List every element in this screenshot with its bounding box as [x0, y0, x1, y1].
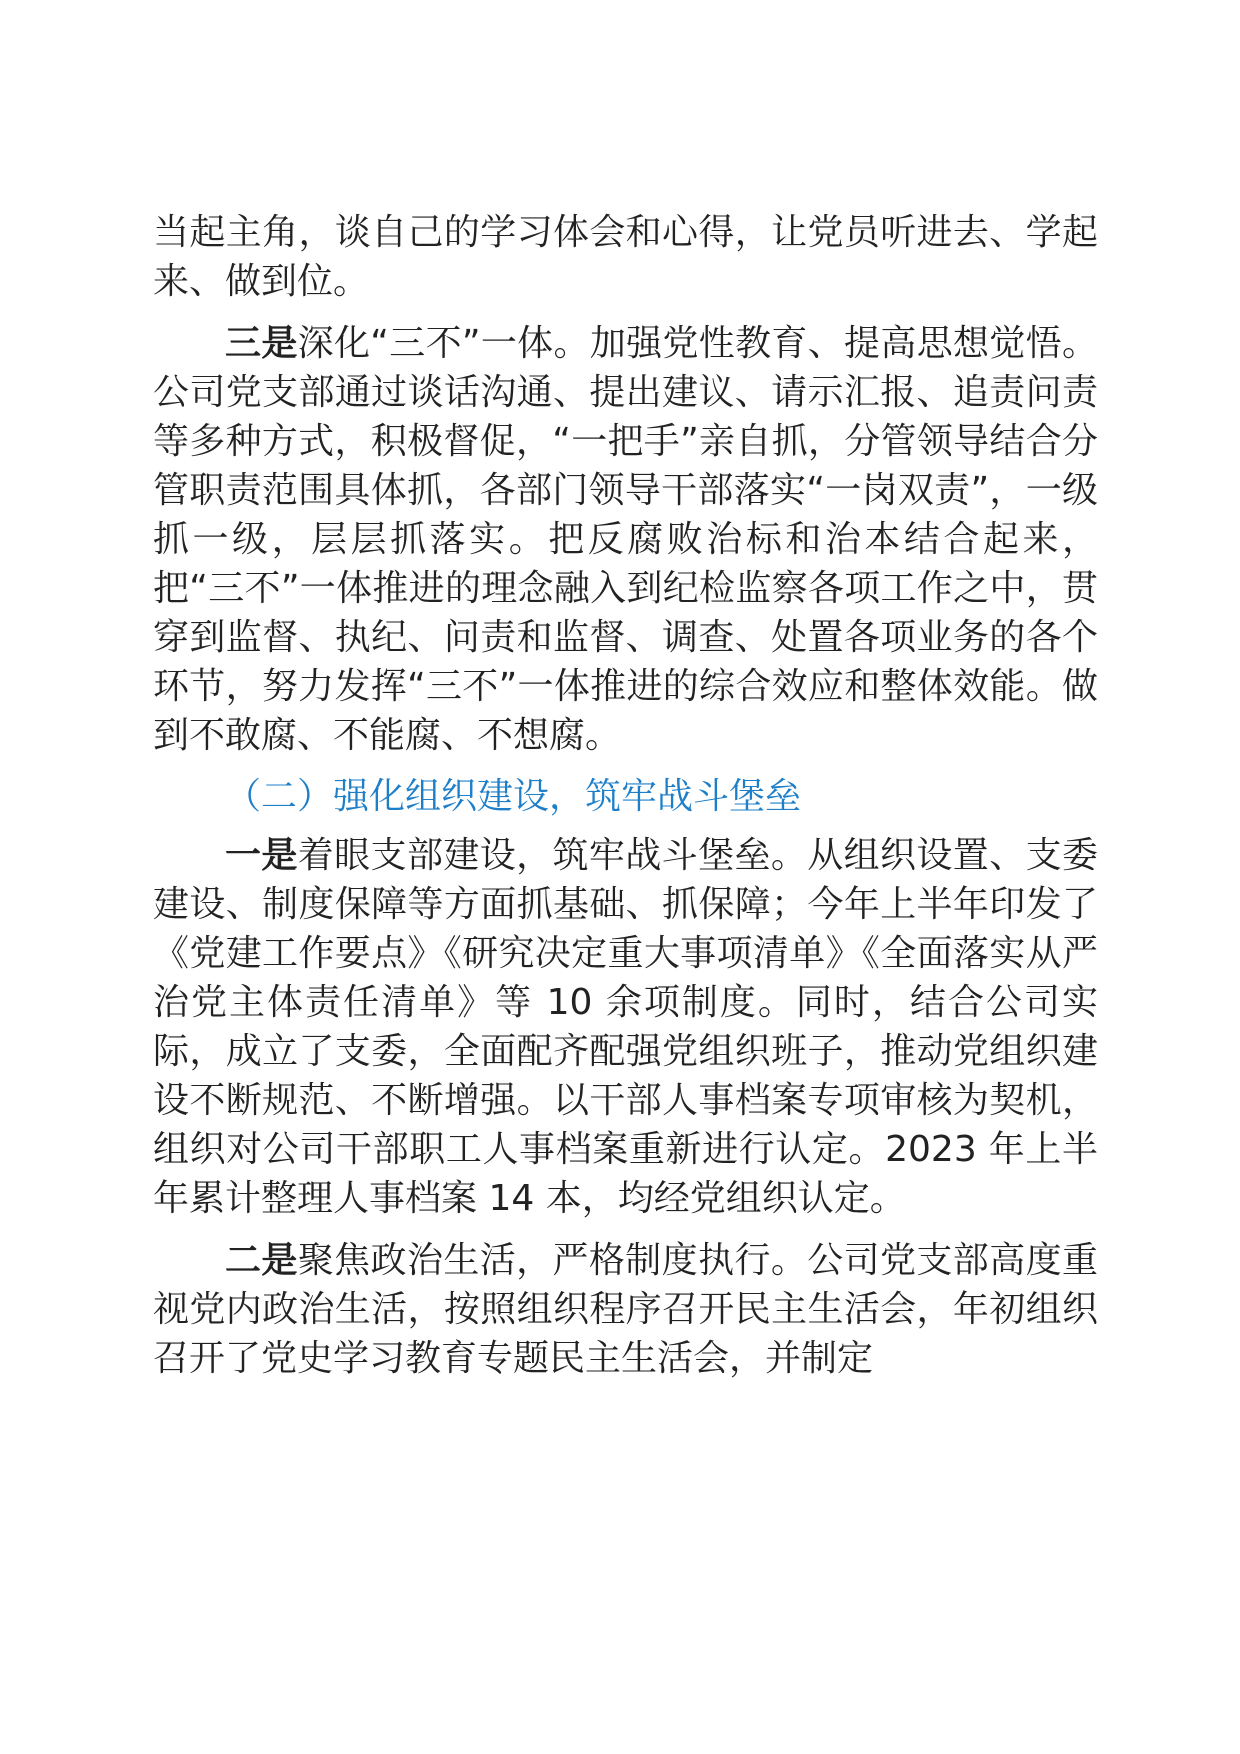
paragraph-er-shi: [153, 1236, 1098, 1383]
paragraph-text: 当起主角，谈自己的学习体会和心得，让党员听进去、学起来、做到位。: [153, 212, 1098, 302]
paragraph-text: 深化“三不”一体。加强党性教育、提高思想觉悟。公司党支部通过谈话沟通、提出建议、请示汇报、追责问责等多种方式，积极督促，“一把手”亲自抓，分管领导结合分管职责范围具体抓，各部门领导干部落实“一岗双责”，一级抓一级，层层抓落实。把反腐败治标和治本结合起来，把“三不”一体推进的理念融入到纪检监察各项工作之中，贯穿到监督、执纪、问责和监督、调查、处置各项业务的各个环节，努力发挥“三不”一体推进的综合效应和整体效能。做到不敢腐、不能腐、不想腐。: [153, 323, 1098, 756]
paragraph-yi-shi: [153, 831, 1098, 1223]
paragraph-san-shi: [153, 319, 1098, 760]
paragraph-lead: 一是: [225, 835, 298, 876]
paragraph-text: 着眼支部建设，筑牢战斗堡垒。从组织设置、支委建设、制度保障等方面抓基础、抓保障；今年上半年印发了《党建工作要点》《研究决定重大事项清单》《全面落实从严治党主体责任清单》等 10 余项制度。同时，结合公司实际，成立了支委，全面配齐配强党组织班子，推动党组织建设不断规范、不断增强。以干部人事档案专项审核为契机，组织对公司干部职工人事档案重新进行认定。2023 年上半年累计整理人事档案 14 本，均经党组织认定。: [153, 835, 1098, 1219]
section-heading: （二）强化组织建设，筑牢战斗堡垒: [225, 776, 802, 817]
document-body: [153, 208, 1098, 1383]
paragraph-continuation: [153, 208, 1098, 306]
paragraph-lead: 二是: [225, 1240, 298, 1281]
paragraph-lead: 三是: [225, 323, 298, 364]
paragraph-text: 聚焦政治生活，严格制度执行。公司党支部高度重视党内政治生活，按照组织程序召开民主生活会，年初组织召开了党史学习教育专题民主生活会，并制定: [153, 1240, 1098, 1379]
